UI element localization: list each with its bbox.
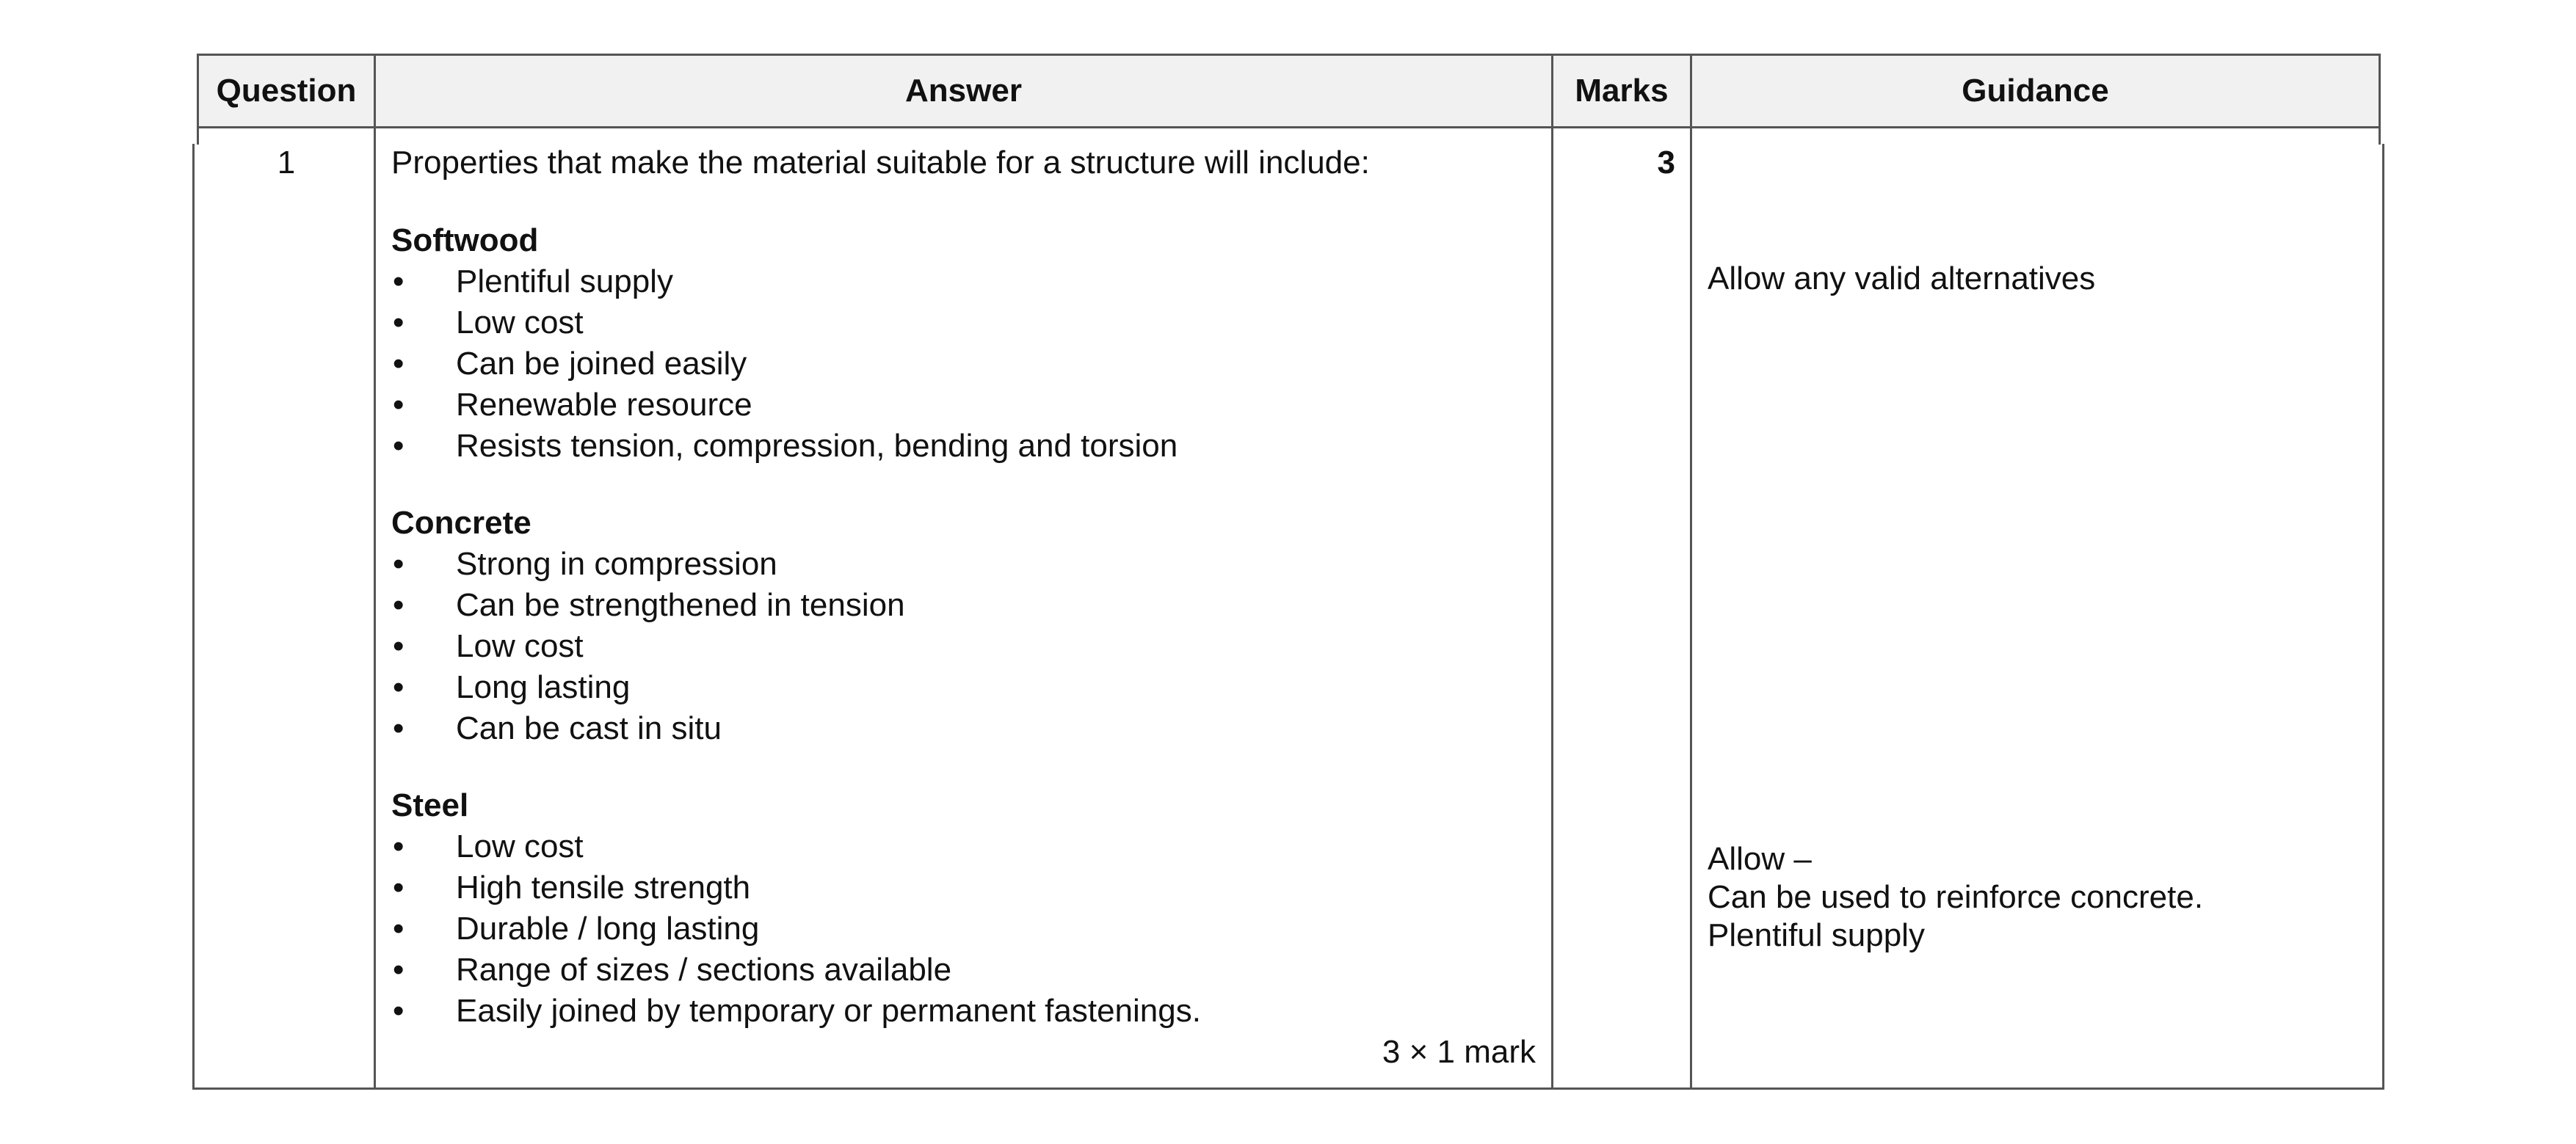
- bullet-icon: •: [393, 305, 404, 340]
- bullet-icon: •: [393, 628, 404, 664]
- list-item: • Durable / long lasting: [391, 908, 1201, 950]
- bullet-icon: •: [393, 428, 404, 464]
- list-item: • Resists tension, compression, bending and torsion: [391, 426, 1178, 467]
- body-right-border: [2382, 144, 2384, 1090]
- list-item: • Low cost: [391, 302, 1178, 343]
- bullet-icon: •: [393, 710, 404, 746]
- header-question: Question: [216, 73, 357, 109]
- list-item: • Renewable resource: [391, 385, 1178, 426]
- marks-value: 3: [1657, 145, 1675, 181]
- softwood-list: [391, 261, 1178, 467]
- column-divider-3: [1690, 54, 1692, 1090]
- bullet-icon: •: [393, 546, 404, 582]
- list-item: • Plentiful supply: [391, 261, 1178, 302]
- column-divider-1: [374, 54, 376, 1090]
- list-item: • Long lasting: [391, 667, 905, 708]
- table-bottom-border: [192, 1087, 2384, 1090]
- bullet-icon: •: [393, 387, 404, 423]
- list-item: • High tensile strength: [391, 867, 1201, 908]
- header-guidance: Guidance: [1962, 73, 2109, 109]
- steel-list: [391, 826, 1201, 1032]
- guidance-note-steel-line-3: Plentiful supply: [1708, 917, 1925, 953]
- bullet-icon: •: [393, 911, 404, 947]
- guidance-note-steel-line-2: Can be used to reinforce concrete.: [1708, 879, 2204, 915]
- header-right-border: [2379, 54, 2381, 145]
- list-item: • Can be cast in situ: [391, 708, 905, 749]
- list-item: • Strong in compression: [391, 544, 905, 585]
- section-title-concrete: Concrete: [391, 505, 531, 541]
- concrete-list: [391, 544, 905, 749]
- list-item: • Easily joined by temporary or permanent fastenings.: [391, 991, 1201, 1032]
- column-divider-2: [1551, 54, 1553, 1090]
- list-item: • Can be strengthened in tension: [391, 585, 905, 626]
- bullet-icon: •: [393, 263, 404, 299]
- list-item: • Low cost: [391, 626, 905, 667]
- bullet-icon: •: [393, 952, 404, 988]
- list-item: • Low cost: [391, 826, 1201, 867]
- bullet-icon: •: [393, 993, 404, 1029]
- bullet-icon: •: [393, 870, 404, 906]
- bullet-icon: •: [393, 669, 404, 705]
- answer-intro: Properties that make the material suitable for a structure will include:: [391, 145, 1370, 181]
- guidance-note-steel-line-1: Allow –: [1708, 841, 1812, 877]
- list-item: • Range of sizes / sections available: [391, 950, 1201, 991]
- bullet-icon: •: [393, 828, 404, 864]
- question-number: 1: [277, 145, 296, 181]
- section-title-steel: Steel: [391, 787, 469, 823]
- body-left-border: [192, 144, 195, 1090]
- guidance-note-alternatives: Allow any valid alternatives: [1708, 261, 2096, 296]
- mark-allocation-note: 3 × 1 mark: [1382, 1034, 1536, 1070]
- section-title-softwood: Softwood: [391, 222, 539, 258]
- header-answer: Answer: [905, 73, 1022, 109]
- list-item: • Can be joined easily: [391, 343, 1178, 385]
- bullet-icon: •: [393, 346, 404, 382]
- bullet-icon: •: [393, 587, 404, 623]
- header-marks: Marks: [1575, 73, 1669, 109]
